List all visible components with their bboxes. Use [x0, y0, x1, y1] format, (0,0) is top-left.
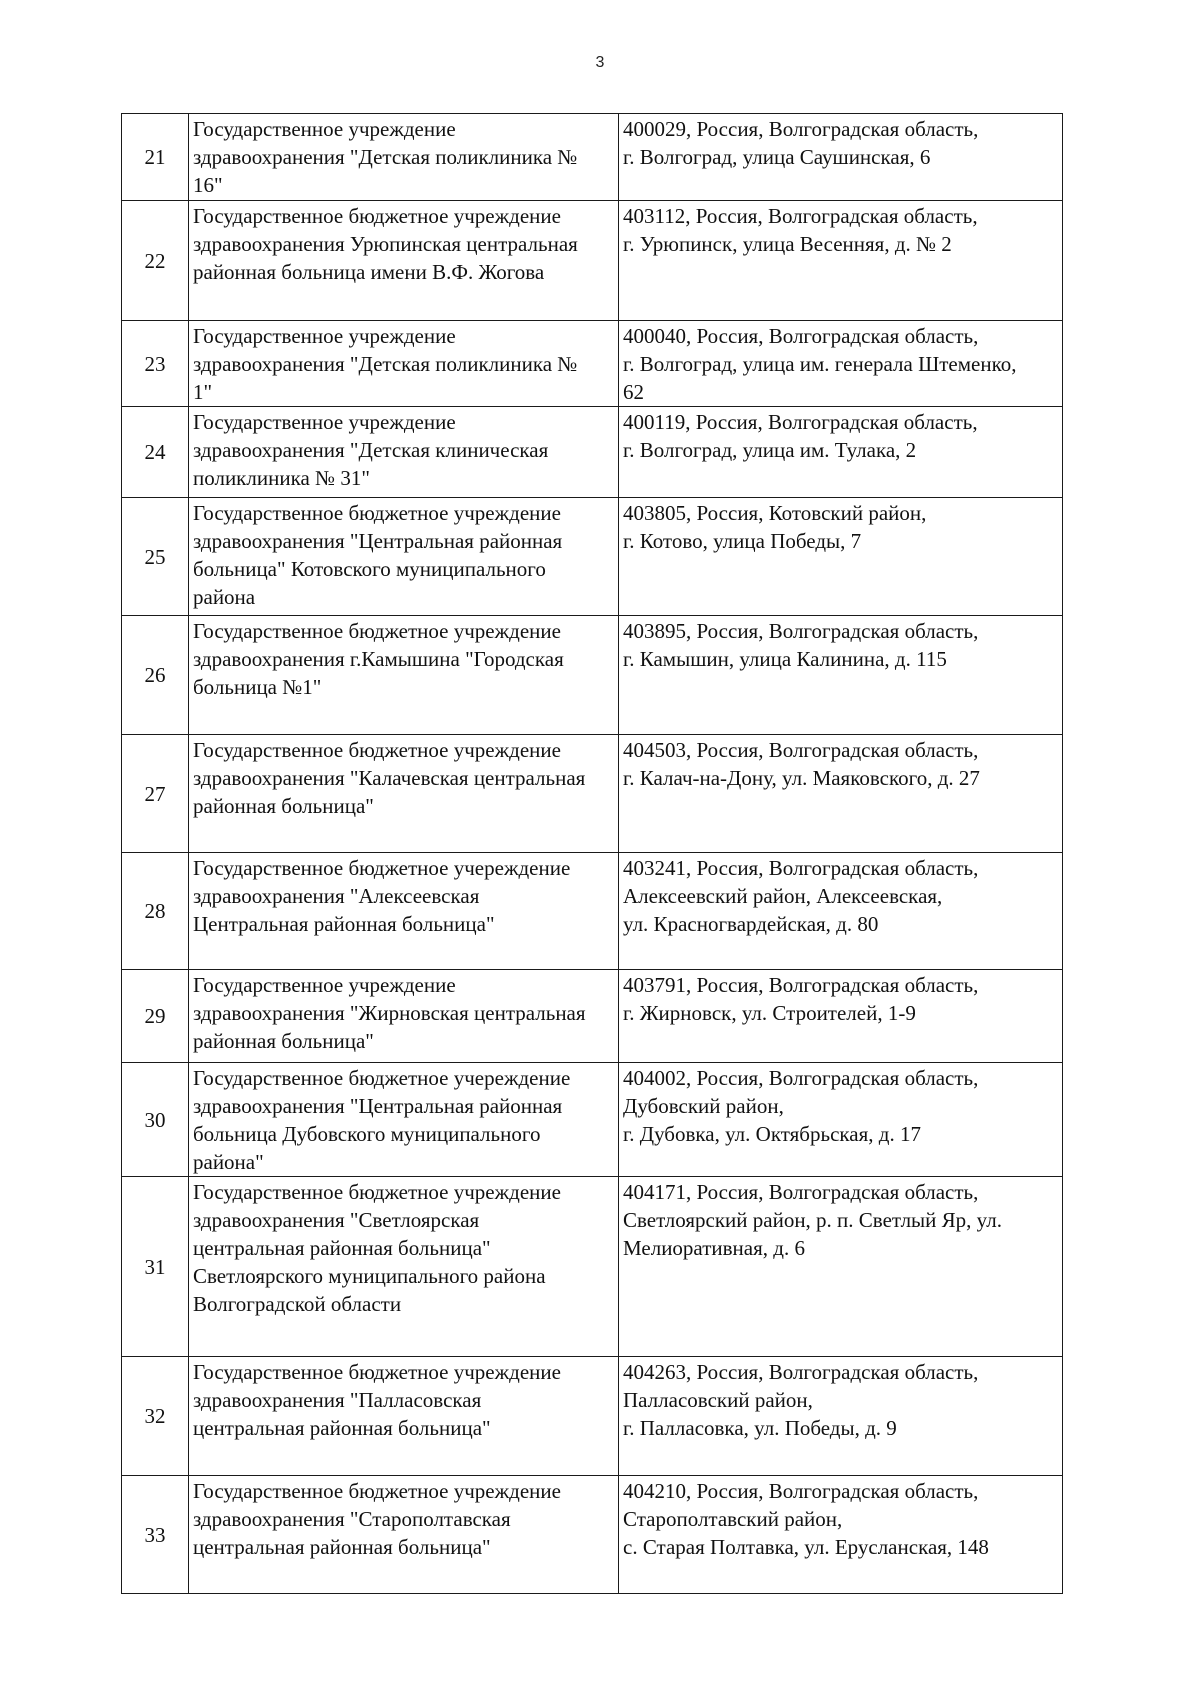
table-row [122, 1357, 1063, 1476]
page-number: 3 [595, 54, 605, 71]
row-number: 25 [122, 498, 189, 616]
table-row [122, 970, 1063, 1063]
row-number: 33 [122, 1476, 189, 1594]
table-row [122, 616, 1063, 735]
institution-name: Государственное бюджетное учреждение здравоохранения "Калачевская центральная районная больница" [189, 735, 619, 853]
institution-address: 404210, Россия, Волгоградская область, Старополтавский район, с. Старая Полтавка, ул. Ерусланская, 148 [619, 1476, 1063, 1594]
institution-name: Государственное бюджетное учереждение здравоохранения "Центральная районная больница Дубовского муниципального района" [189, 1063, 619, 1177]
table-row [122, 735, 1063, 853]
row-number: 27 [122, 735, 189, 853]
table-row [122, 853, 1063, 970]
row-number: 30 [122, 1063, 189, 1177]
institution-address: 400040, Россия, Волгоградская область, г. Волгоград, улица им. генерала Штеменко, 62 [619, 321, 1063, 407]
table-row [122, 1177, 1063, 1357]
institution-name: Государственное учреждение здравоохранения "Детская поликлиника № 1" [189, 321, 619, 407]
institution-name: Государственное бюджетное учреждение здравоохранения "Палласовская центральная районная больница" [189, 1357, 619, 1476]
row-number: 23 [122, 321, 189, 407]
row-number: 24 [122, 407, 189, 498]
institution-address: 403791, Россия, Волгоградская область, г. Жирновск, ул. Строителей, 1-9 [619, 970, 1063, 1063]
institution-address: 404503, Россия, Волгоградская область, г. Калач-на-Дону, ул. Маяковского, д. 27 [619, 735, 1063, 853]
row-number: 31 [122, 1177, 189, 1357]
row-number: 29 [122, 970, 189, 1063]
institution-name: Государственное бюджетное учереждение здравоохранения "Алексеевская Центральная районная больница" [189, 853, 619, 970]
institution-name: Государственное бюджетное учреждение здравоохранения "Центральная районная больница" Котовского муниципального района [189, 498, 619, 616]
row-number: 28 [122, 853, 189, 970]
row-number: 32 [122, 1357, 189, 1476]
institution-name: Государственное бюджетное учреждение здравоохранения Урюпинская центральная районная больница имени В.Ф. Жогова [189, 201, 619, 321]
institution-name: Государственное учреждение здравоохранения "Жирновская центральная районная больница" [189, 970, 619, 1063]
row-number: 26 [122, 616, 189, 735]
institution-address: 400119, Россия, Волгоградская область, г. Волгоград, улица им. Тулака, 2 [619, 407, 1063, 498]
table-row [122, 114, 1063, 201]
table-row [122, 498, 1063, 616]
row-number: 22 [122, 201, 189, 321]
institution-name: Государственное бюджетное учреждение здравоохранения г.Камышина "Городская больница №1" [189, 616, 619, 735]
table-row [122, 407, 1063, 498]
institution-name: Государственное бюджетное учреждение здравоохранения "Светлоярская центральная районная больница" Светлоярского муниципального района Волгоградской области [189, 1177, 619, 1357]
table-row [122, 1063, 1063, 1177]
institution-name: Государственное учреждение здравоохранения "Детская поликлиника № 16" [189, 114, 619, 201]
table-row [122, 1476, 1063, 1594]
institution-address: 404263, Россия, Волгоградская область, Палласовский район, г. Палласовка, ул. Победы, д. 9 [619, 1357, 1063, 1476]
institution-address: 403895, Россия, Волгоградская область, г. Камышин, улица Калинина, д. 115 [619, 616, 1063, 735]
institutions-table [121, 113, 1063, 1594]
institution-address: 404171, Россия, Волгоградская область, Светлоярский район, р. п. Светлый Яр, ул. Мелиоративная, д. 6 [619, 1177, 1063, 1357]
table-row [122, 201, 1063, 321]
institution-address: 403805, Россия, Котовский район, г. Котово, улица Победы, 7 [619, 498, 1063, 616]
institution-name: Государственное учреждение здравоохранения "Детская клиническая поликлиника № 31" [189, 407, 619, 498]
row-number: 21 [122, 114, 189, 201]
institution-address: 404002, Россия, Волгоградская область, Дубовский район, г. Дубовка, ул. Октябрьская, д. 17 [619, 1063, 1063, 1177]
institution-address: 403112, Россия, Волгоградская область, г. Урюпинск, улица Весенняя, д. № 2 [619, 201, 1063, 321]
institution-address: 400029, Россия, Волгоградская область, г. Волгоград, улица Саушинская, 6 [619, 114, 1063, 201]
institution-name: Государственное бюджетное учреждение здравоохранения "Старополтавская центральная районная больница" [189, 1476, 619, 1594]
table-row [122, 321, 1063, 407]
institution-address: 403241, Россия, Волгоградская область, Алексеевский район, Алексеевская, ул. Красногвардейская, д. 80 [619, 853, 1063, 970]
